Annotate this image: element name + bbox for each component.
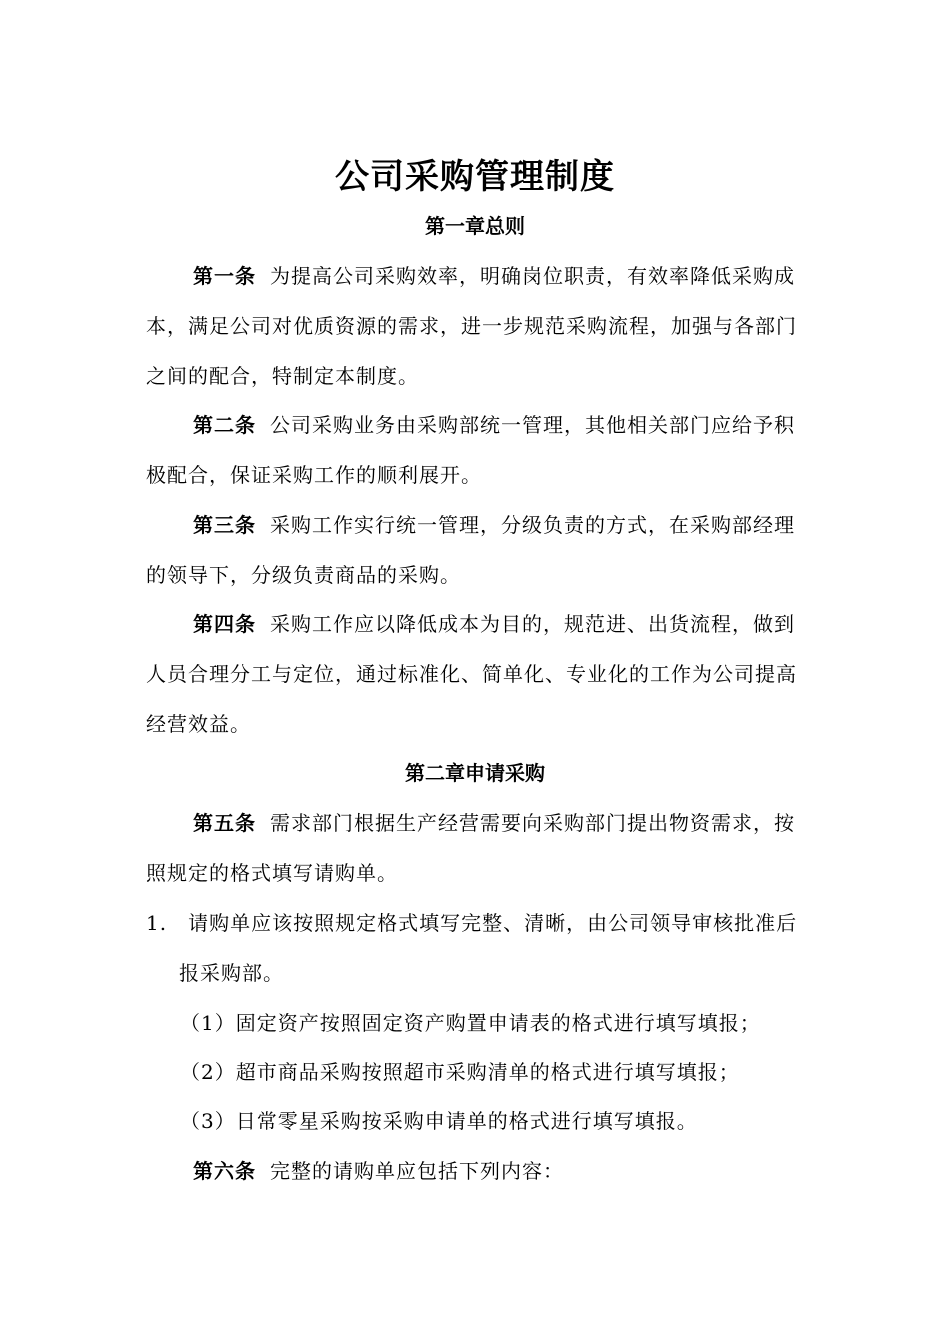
article-5-label: 第五条 [193, 811, 256, 835]
document-title: 公司采购管理制度 [335, 157, 615, 197]
list-item-1: 1. 请购单应该按照规定格式填写完整、清晰，由公司领导审核批准后报采购部。 [146, 911, 798, 985]
article-3 [146, 500, 811, 600]
article-6-label: 第六条 [193, 1159, 256, 1183]
chapter-2-heading: 第二章申请采购 [405, 761, 545, 785]
article-4-label: 第四条 [193, 612, 256, 636]
article-4-text: 采购工作应以降低成本为目的，规范进、出货流程，做到人员合理分工与定位，通过标准化、简单化、专业化的工作为公司提高经营效益。 [146, 612, 797, 736]
article-1 [146, 251, 811, 401]
chapter-1-heading: 第一章总则 [425, 214, 525, 238]
article-6-text: 完整的请购单应包括下列内容： [270, 1159, 564, 1183]
article-2 [146, 400, 811, 500]
article-2-label: 第二条 [193, 413, 256, 437]
article-6 [146, 1146, 811, 1196]
article-3-label: 第三条 [193, 513, 256, 537]
sub-item-1: （1）固定资产按照固定资产购置申请表的格式进行填写填报； [180, 1011, 761, 1035]
article-5-text: 需求部门根据生产经营需要向采购部门提出物资需求，按照规定的格式填写请购单。 [146, 811, 795, 885]
sub-item-3: （3）日常零星采购按采购申请单的格式进行填写填报。 [180, 1109, 698, 1133]
article-3-text: 采购工作实行统一管理，分级负责的方式，在采购部经理的领导下，分级负责商品的采购。 [146, 513, 795, 587]
article-2-text: 公司采购业务由采购部统一管理，其他相关部门应给予积极配合，保证采购工作的顺利展开。 [146, 413, 795, 487]
article-4 [146, 599, 811, 749]
article-1-text: 为提高公司采购效率，明确岗位职责，有效率降低采购成本，满足公司对优质资源的需求，进一步规范采购流程，加强与各部门之间的配合，特制定本制度。 [146, 264, 797, 388]
sub-item-2: （2）超市商品采购按照超市采购清单的格式进行填写填报； [180, 1060, 740, 1084]
article-5 [146, 798, 811, 898]
article-1-label: 第一条 [193, 264, 256, 288]
